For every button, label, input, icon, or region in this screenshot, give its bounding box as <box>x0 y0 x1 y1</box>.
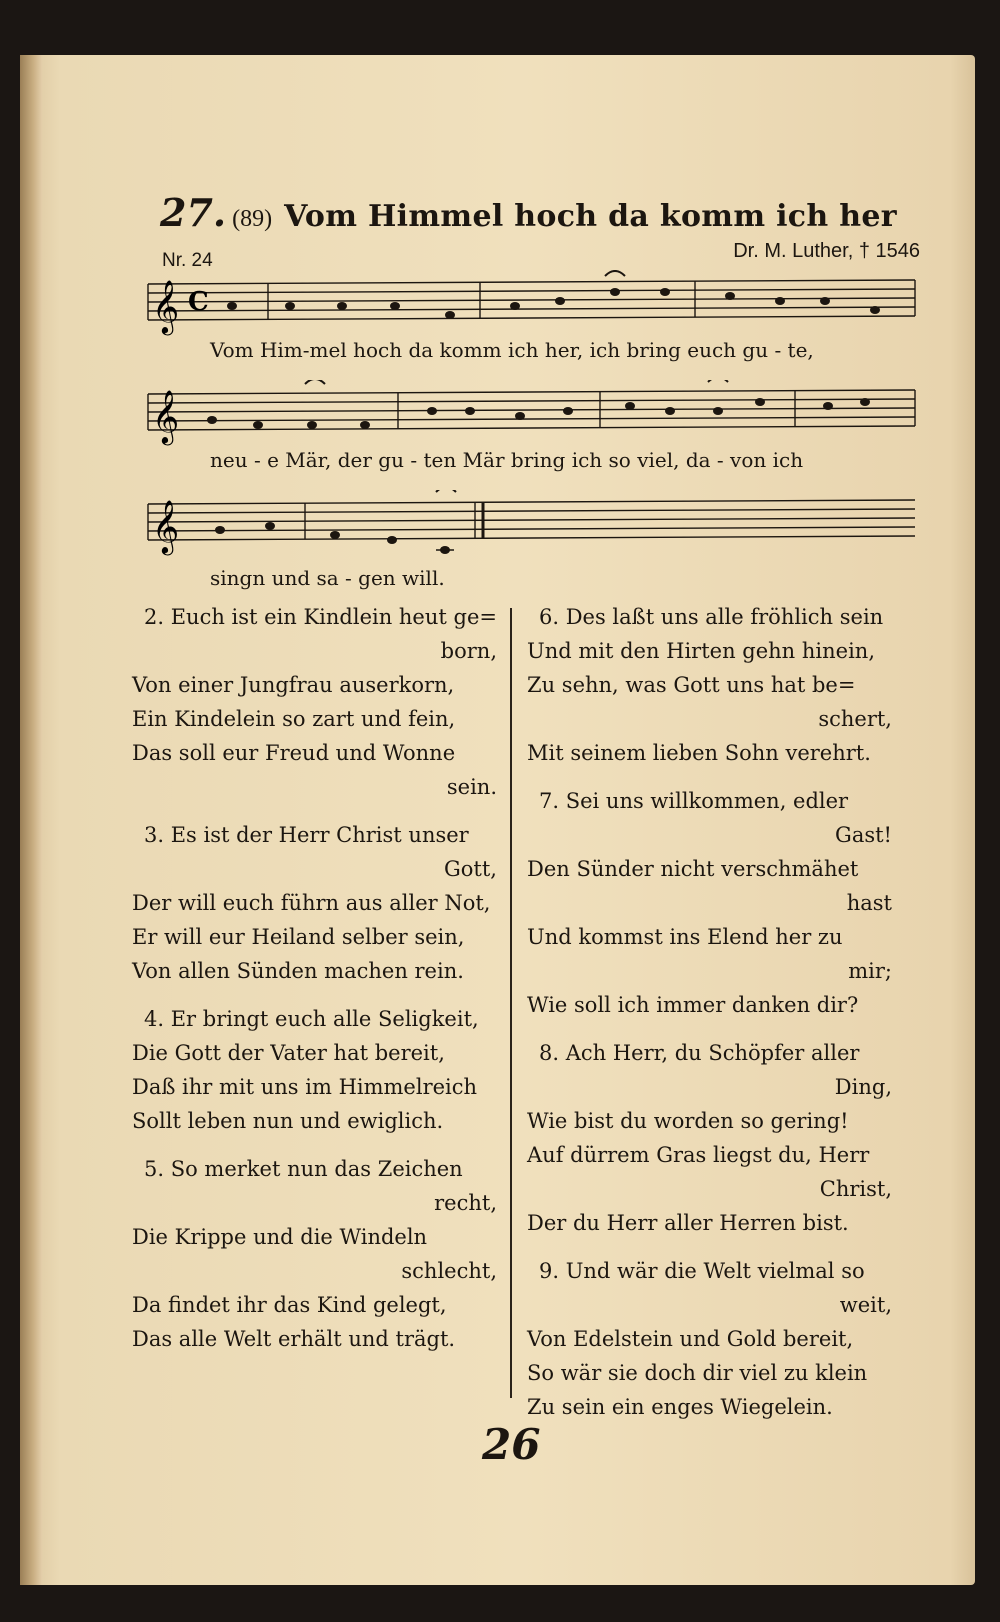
verse-line: Das soll eur Freud und Wonne <box>132 741 456 765</box>
verse <box>132 1002 497 1138</box>
verse-line: born, <box>440 639 497 663</box>
verse-line: Von einer Jungfrau auserkorn, <box>132 673 455 697</box>
lyric-line-3: singn und sa - gen will. <box>210 566 445 590</box>
lyric-line-2: neu - e Mär, der gu - ten Mär bring ich so viel, da - von ich <box>210 448 804 472</box>
author-credit: Dr. M. Luther, † 1546 <box>733 240 920 262</box>
verse-line: 7. Sei uns willkommen, edler <box>539 789 849 813</box>
column-divider <box>510 608 512 1398</box>
melody-number: Nr. 24 <box>162 250 213 271</box>
verse <box>132 600 497 804</box>
verse-line: Ein Kindelein so zart und fein, <box>132 707 456 731</box>
verse-line: Da findet ihr das Kind gelegt, <box>132 1293 447 1317</box>
page-number: 26 <box>482 1420 541 1469</box>
treble-clef-icon: 𝄞 <box>152 499 180 553</box>
lyric-line-1: Vom Him-mel hoch da komm ich her, ich bring euch gu - te, <box>210 338 814 362</box>
music-staff-2 <box>140 380 920 450</box>
verse <box>527 1254 892 1424</box>
verse-line: sein. <box>446 775 497 799</box>
verse <box>527 784 892 1022</box>
verse-line: 3. Es ist der Herr Christ unser <box>144 823 469 847</box>
hymn-header <box>160 190 920 240</box>
verse-line: Und mit den Hirten gehn hinein, <box>527 639 875 663</box>
verse-line: Sollt leben nun und ewiglich. <box>132 1109 444 1133</box>
verse-line: mir; <box>848 959 892 983</box>
treble-clef-icon: 𝄞 <box>152 279 180 333</box>
verse-line: Mit seinem lieben Sohn verehrt. <box>527 741 871 765</box>
verse-line: Die Krippe und die Windeln <box>132 1225 428 1249</box>
verse-line: hast <box>846 891 892 915</box>
verse-line: 2. Euch ist ein Kindlein heut ge= <box>144 605 497 629</box>
verse-line: weit, <box>839 1293 892 1317</box>
verse-line: Er will eur Heiland selber sein, <box>132 925 465 949</box>
verse-line: Von allen Sünden machen rein. <box>132 959 464 983</box>
verse-line: Den Sünder nicht verschmähet <box>527 857 859 881</box>
fermata-icon <box>708 380 728 382</box>
hymn-reference: (89) <box>232 206 273 232</box>
verses <box>132 600 922 1420</box>
verse-line: Ding, <box>834 1075 892 1099</box>
verses-left-column <box>132 600 497 1370</box>
verse-line: Wie bist du worden so gering! <box>527 1109 849 1133</box>
verse-line: Zu sein ein enges Wiegelein. <box>527 1395 833 1419</box>
verse-line: 9. Und wär die Welt vielmal so <box>539 1259 865 1283</box>
music-staff-3 <box>140 490 920 570</box>
verse-line: Und kommst ins Elend her zu <box>527 925 843 949</box>
page-edge <box>20 55 42 1585</box>
verse-line: Gast! <box>835 823 892 847</box>
fermata-icon <box>436 490 456 492</box>
verse <box>132 818 497 988</box>
fermata-icon <box>605 271 625 276</box>
verse-line: schlecht, <box>401 1259 497 1283</box>
verse <box>527 1036 892 1240</box>
verse-line: schert, <box>818 707 892 731</box>
verse-line: Der du Herr aller Herren bist. <box>527 1211 849 1235</box>
verse-line: Auf dürrem Gras liegst du, Herr <box>527 1143 870 1167</box>
treble-clef-icon: 𝄞 <box>152 389 180 443</box>
verse <box>527 600 892 770</box>
verse-line: Zu sehn, was Gott uns hat be= <box>527 673 856 697</box>
verse-line: 6. Des laßt uns alle fröhlich sein <box>539 605 884 629</box>
verse-line: Der will euch führn aus aller Not, <box>132 891 491 915</box>
verses-right-column <box>527 600 892 1438</box>
hymn-title: Vom Himmel hoch da komm ich her <box>284 199 897 234</box>
verse <box>132 1152 497 1356</box>
verse-line: 4. Er bringt euch alle Seligkeit, <box>144 1007 479 1031</box>
common-time-icon: C <box>188 287 209 317</box>
verse-line: Gott, <box>444 857 497 881</box>
verse-line: Das alle Welt erhält und trägt. <box>132 1327 456 1351</box>
verse-line: Christ, <box>819 1177 892 1201</box>
verse-line: 8. Ach Herr, du Schöpfer aller <box>539 1041 860 1065</box>
hymn-number: 27. <box>160 190 227 235</box>
verse-line: Die Gott der Vater hat bereit, <box>132 1041 445 1065</box>
verse-line: Wie soll ich immer danken dir? <box>527 993 859 1017</box>
fermata-icon <box>305 380 325 384</box>
verse-line: recht, <box>434 1191 497 1215</box>
verse-line: So wär sie doch dir viel zu klein <box>527 1361 868 1385</box>
verse-line: Daß ihr mit uns im Himmelreich <box>132 1075 478 1099</box>
verse-line: 5. So merket nun das Zeichen <box>144 1157 463 1181</box>
music-staff-1 <box>140 270 920 340</box>
verse-line: Von Edelstein und Gold bereit, <box>527 1327 854 1351</box>
